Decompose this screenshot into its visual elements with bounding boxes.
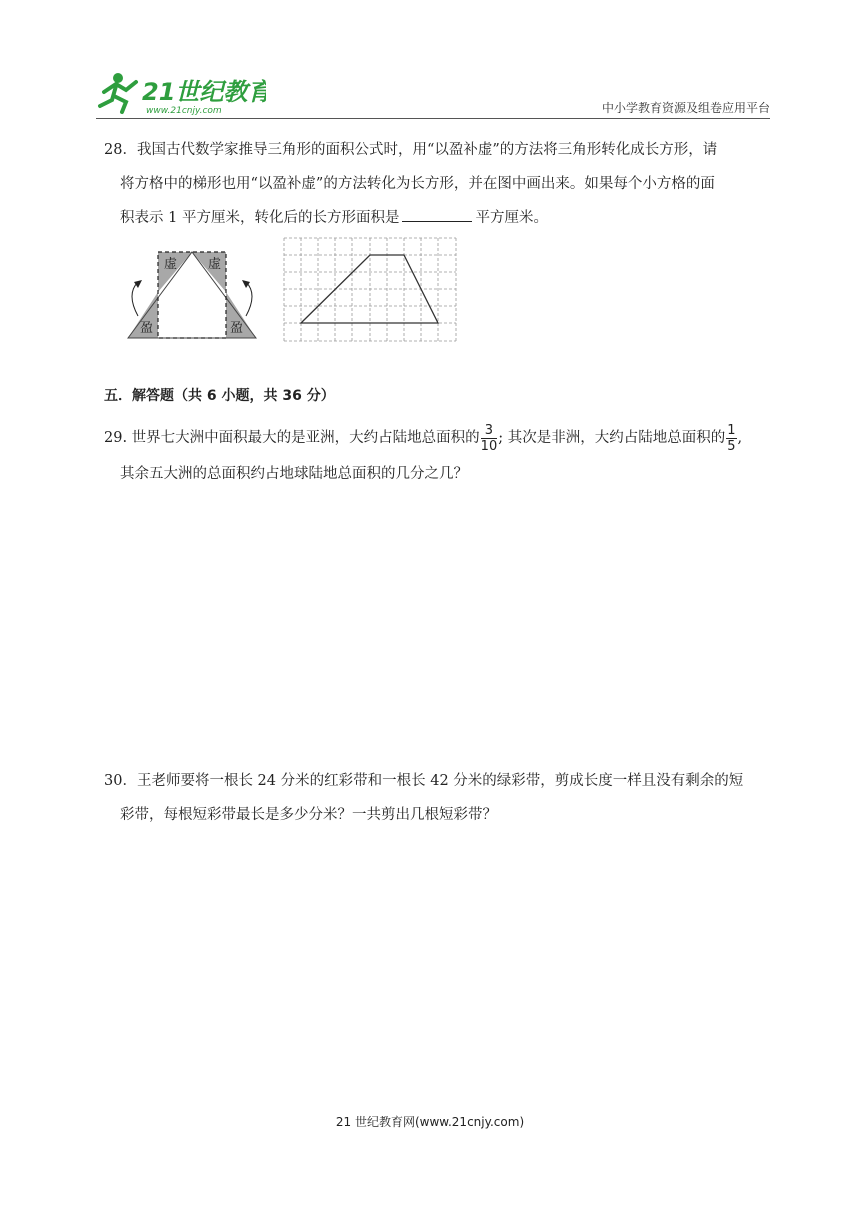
answer-blank[interactable] [402,205,472,222]
label-xu-left: 虚 [164,257,178,272]
label-xu-right: 虚 [208,257,222,272]
arrow-right-head [242,280,250,288]
q28-line-3 [104,201,764,235]
question-28 [104,133,764,235]
q28-line-2: 将方格中的梯形也用“以盈补虚”的方法转化为长方形，并在图中画出来。如果每个小方格的面 [120,176,715,192]
logo-url: www.21cnjy.com [146,106,222,116]
q29-line-1-part-b: ; 其次是非洲，大约占陆地总面积的 [498,430,726,446]
frac2-numerator: 1 [727,422,736,438]
q29-line-1 [104,420,764,456]
frac1-denominator: 10 [480,438,498,454]
frac1-numerator: 3 [481,423,498,439]
q28-line-3-unit: 平方厘米。 [475,210,548,226]
logo-runner-icon [96,70,266,116]
q29-line-1-part-c: , [737,430,743,446]
q29-line-2: 其余五大洲的总面积约占地球陆地总面积的几分之几？ [120,466,468,482]
section-five-title: 五．解答题（共 6 小题，共 36 分） [104,388,335,404]
arrow-left-head [134,280,142,288]
triangle-to-rectangle-figure [120,244,270,344]
q30-line-1: 30．王老师要将一根长 24 分米的红彩带和一根长 42 分米的绿彩带，剪成长度一样且没有剩余的短 [104,773,744,789]
platform-label: 中小学教育资源及组卷应用平台 [601,101,770,115]
logo-text: 21世纪教育 [142,78,266,106]
label-ying-left: 盈 [140,321,154,336]
q28-line-1: 28．我国古代数学家推导三角形的面积公式时，用“以盈补虚”的方法将三角形转化成长方形，请 [104,142,718,158]
arrow-left-icon [132,282,138,316]
fraction-3-10 [481,423,498,454]
arrow-right-icon [246,282,252,316]
fraction-1-5 [726,423,736,454]
question-29 [104,420,764,492]
header-divider [96,118,770,119]
grid-trapezoid-figure[interactable] [283,237,458,343]
grid-lines [284,238,456,341]
question-30 [104,764,764,832]
q28-line-3-text: 积表示 1 平方厘米，转化后的长方形面积是 [120,210,400,226]
q29-line-1-part-a: 29. 世界七大洲中面积最大的是亚洲，大约占陆地总面积的 [104,430,480,446]
label-ying-right: 盈 [230,321,244,336]
q30-line-2: 彩带，每根短彩带最长是多少分米？一共剪出几根短彩带？ [120,807,497,823]
frac2-denominator: 5 [727,438,736,454]
page-footer: 21 世纪教育网(www.21cnjy.com) [335,1115,525,1129]
site-logo [96,70,266,116]
